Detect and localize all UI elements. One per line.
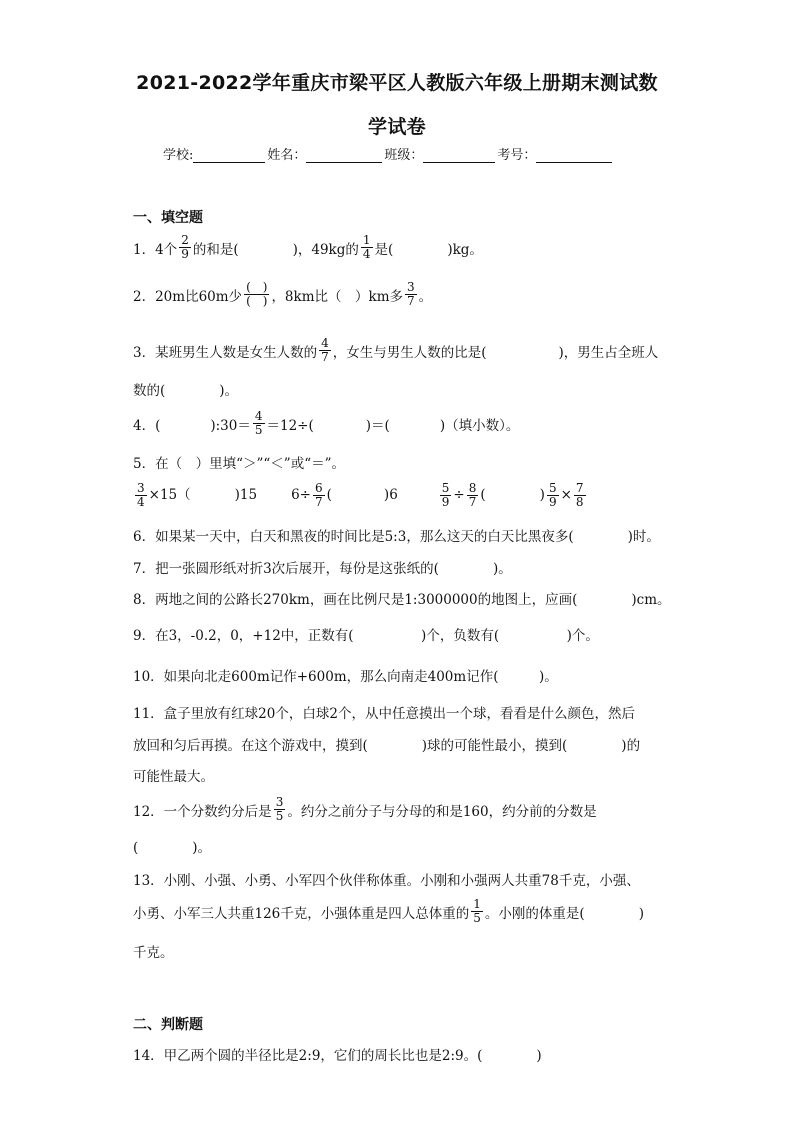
question-3 xyxy=(133,337,658,364)
q4-text-b: ):30＝ xyxy=(210,417,251,434)
q5-o2-numerator: 6 xyxy=(315,481,323,495)
q5-o2-denominator: 7 xyxy=(315,495,323,509)
question-6: 6．如果某一天中，白天和黑夜的时间比是5:3，那么这天的白天比黑夜多( )时。 xyxy=(133,529,660,545)
q5-o1-denominator: 4 xyxy=(137,495,145,509)
q1-f2-denominator: 4 xyxy=(362,247,371,261)
q5-o3-fraction-1 xyxy=(440,482,452,509)
q5-o3-f2-denominator: 7 xyxy=(468,495,477,509)
question-5: 5．在（ ）里填“＞”“＜”或“＝”。 xyxy=(133,456,345,472)
q5-o2-text-a: ( xyxy=(326,487,332,503)
q13-numerator: 1 xyxy=(473,897,481,911)
q12-fraction xyxy=(274,796,286,823)
q5-o2-text-b: )6 xyxy=(383,487,398,503)
q13-text-b: 。小刚的体重是( ) xyxy=(484,905,644,922)
question-9: 9．在3，-0.2，0，+12中，正数有( )个，负数有( )个。 xyxy=(133,628,599,644)
q13-fraction xyxy=(471,898,483,925)
question-1 xyxy=(133,234,483,261)
school-blank[interactable] xyxy=(193,148,265,163)
q5-o3-f3-denominator: 9 xyxy=(548,495,557,509)
q5-o3-f4-numerator: 7 xyxy=(575,481,584,495)
question-12-line2: ( )。 xyxy=(133,840,212,856)
q12-text-a: 12．一个分数约分后是 xyxy=(133,803,272,820)
name-label: 姓名： xyxy=(267,148,307,163)
q5-o2-text-0: 6÷ xyxy=(291,487,311,503)
q3-fraction xyxy=(319,337,331,364)
q1-text-e: )kg。 xyxy=(447,241,483,258)
question-4 xyxy=(133,410,519,437)
student-info-row xyxy=(163,144,614,163)
q1-text-a: 1．4个 xyxy=(133,241,178,258)
q4-fraction xyxy=(253,410,265,437)
question-14: 14．甲乙两个圆的半径比是2:9，它们的周长比也是2:9。( ) xyxy=(133,1048,542,1064)
q4-denominator: 5 xyxy=(254,423,263,437)
q1-text-b: 的和是( xyxy=(192,241,239,258)
q5-option-2 xyxy=(291,482,398,509)
q2-fraction-2 xyxy=(405,281,417,308)
q3-text-a: 3．某班男生人数是女生人数的 xyxy=(133,344,318,361)
q1-f2-numerator: 1 xyxy=(362,233,371,247)
question-13-line1: 13．小刚、小强、小勇、小军四个伙伴称体重。小刚和小强两人共重78千克，小强、 xyxy=(133,873,640,889)
q2-f2-denominator: 7 xyxy=(407,294,415,308)
q5-o3-fraction-4 xyxy=(574,482,586,509)
q2-f2-numerator: 3 xyxy=(407,280,415,294)
section-judge-heading: 二、判断题 xyxy=(133,1017,203,1033)
question-5-options xyxy=(133,482,588,509)
q12-denominator: 5 xyxy=(275,809,284,823)
question-13-line2 xyxy=(133,898,644,925)
q5-o1-text-a: ×15（ xyxy=(148,487,191,503)
q4-text-c: ＝12÷( xyxy=(266,417,314,434)
q5-o3-operator-2: × xyxy=(560,487,572,503)
question-11-line2: 放回和匀后再摸。在这个游戏中，摸到( )球的可能性最小，摸到( )的 xyxy=(133,738,641,754)
question-3-line2: 数的( )。 xyxy=(133,383,239,399)
q5-o3-f1-numerator: 5 xyxy=(441,481,450,495)
q12-text-b: 。约分之前分子与分母的和是160，约分前的分数是 xyxy=(287,803,597,820)
q2-text-c: 。 xyxy=(418,288,433,305)
q5-o1-fraction xyxy=(135,482,147,509)
q5-o3-operator: ÷ xyxy=(453,487,465,503)
q4-text-e: )（填小数）。 xyxy=(439,417,520,434)
question-2 xyxy=(133,281,432,308)
number-label: 考号： xyxy=(497,148,537,163)
q5-o3-f1-denominator: 9 xyxy=(441,495,450,509)
q3-text-c: )，男生占全班人 xyxy=(558,344,659,361)
question-7: 7．把一张圆形纸对折3次后展开，每份是这张纸的( )。 xyxy=(133,561,512,577)
q3-denominator: 7 xyxy=(321,350,329,364)
q5-o1-numerator: 3 xyxy=(137,481,145,495)
q4-numerator: 4 xyxy=(254,409,263,423)
q5-o3-f4-denominator: 8 xyxy=(575,495,584,509)
q5-option-3 xyxy=(438,482,588,509)
question-10: 10．如果向北走600m记作+600m，那么向南走400m记作( )。 xyxy=(133,669,558,685)
q5-o3-text-b: ) xyxy=(539,487,545,503)
q5-o2-fraction xyxy=(313,482,325,509)
q2-fraction-1 xyxy=(244,281,269,308)
question-11-line3: 可能性最大。 xyxy=(133,769,214,785)
q1-fraction-1 xyxy=(179,234,191,261)
q5-o1-text-b: )15 xyxy=(234,487,258,503)
section-fill-heading: 一、填空题 xyxy=(133,210,203,226)
question-12 xyxy=(133,796,597,823)
number-blank[interactable] xyxy=(536,148,612,163)
name-blank[interactable] xyxy=(306,148,382,163)
question-13-line3: 千克。 xyxy=(133,945,174,961)
q2-f1-denominator: ( ) xyxy=(246,294,268,308)
question-11-line1: 11．盒子里放有红球20个，白球2个，从中任意摸出一个球，看看是什么颜色，然后 xyxy=(133,706,635,722)
q2-text-b: ，8km比（ ）km多 xyxy=(271,288,403,305)
q1-text-c: )，49kg的 xyxy=(292,241,359,258)
class-blank[interactable] xyxy=(423,148,495,163)
q3-numerator: 4 xyxy=(321,336,329,350)
question-8: 8．两地之间的公路长270km，画在比例尺是1:3000000的地图上，应画( )cm。 xyxy=(133,592,671,608)
q5-o3-f2-numerator: 8 xyxy=(468,481,477,495)
q5-o3-f3-numerator: 5 xyxy=(548,481,557,495)
q5-o3-fraction-3 xyxy=(547,482,559,509)
q13-denominator: 5 xyxy=(473,911,481,925)
q4-text-d: )＝( xyxy=(365,417,390,434)
q2-text-a: 2．20m比60m少 xyxy=(133,288,243,305)
q3-text-b: ，女生与男生人数的比是( xyxy=(332,344,487,361)
exam-title-line2: 学试卷 xyxy=(368,116,426,138)
q1-f1-numerator: 2 xyxy=(181,233,189,247)
class-label: 班级： xyxy=(384,148,424,163)
q12-numerator: 3 xyxy=(275,795,284,809)
q1-text-d: 是( xyxy=(374,241,394,258)
q2-f1-numerator: ( ) xyxy=(246,280,268,294)
school-label: 学校: xyxy=(163,148,194,163)
q4-text-a: 4．( xyxy=(133,417,161,434)
q13-text-a: 小勇、小军三人共重126千克，小强体重是四人总体重的 xyxy=(133,905,470,922)
q5-option-1 xyxy=(133,482,257,509)
exam-title-line1: 2021-2022学年重庆市梁平区人教版六年级上册期末测试数 xyxy=(136,72,658,94)
q1-fraction-2 xyxy=(361,234,373,261)
q5-o3-fraction-2 xyxy=(467,482,479,509)
q1-f1-denominator: 9 xyxy=(181,247,189,261)
q5-o3-text-a: ( xyxy=(480,487,486,503)
